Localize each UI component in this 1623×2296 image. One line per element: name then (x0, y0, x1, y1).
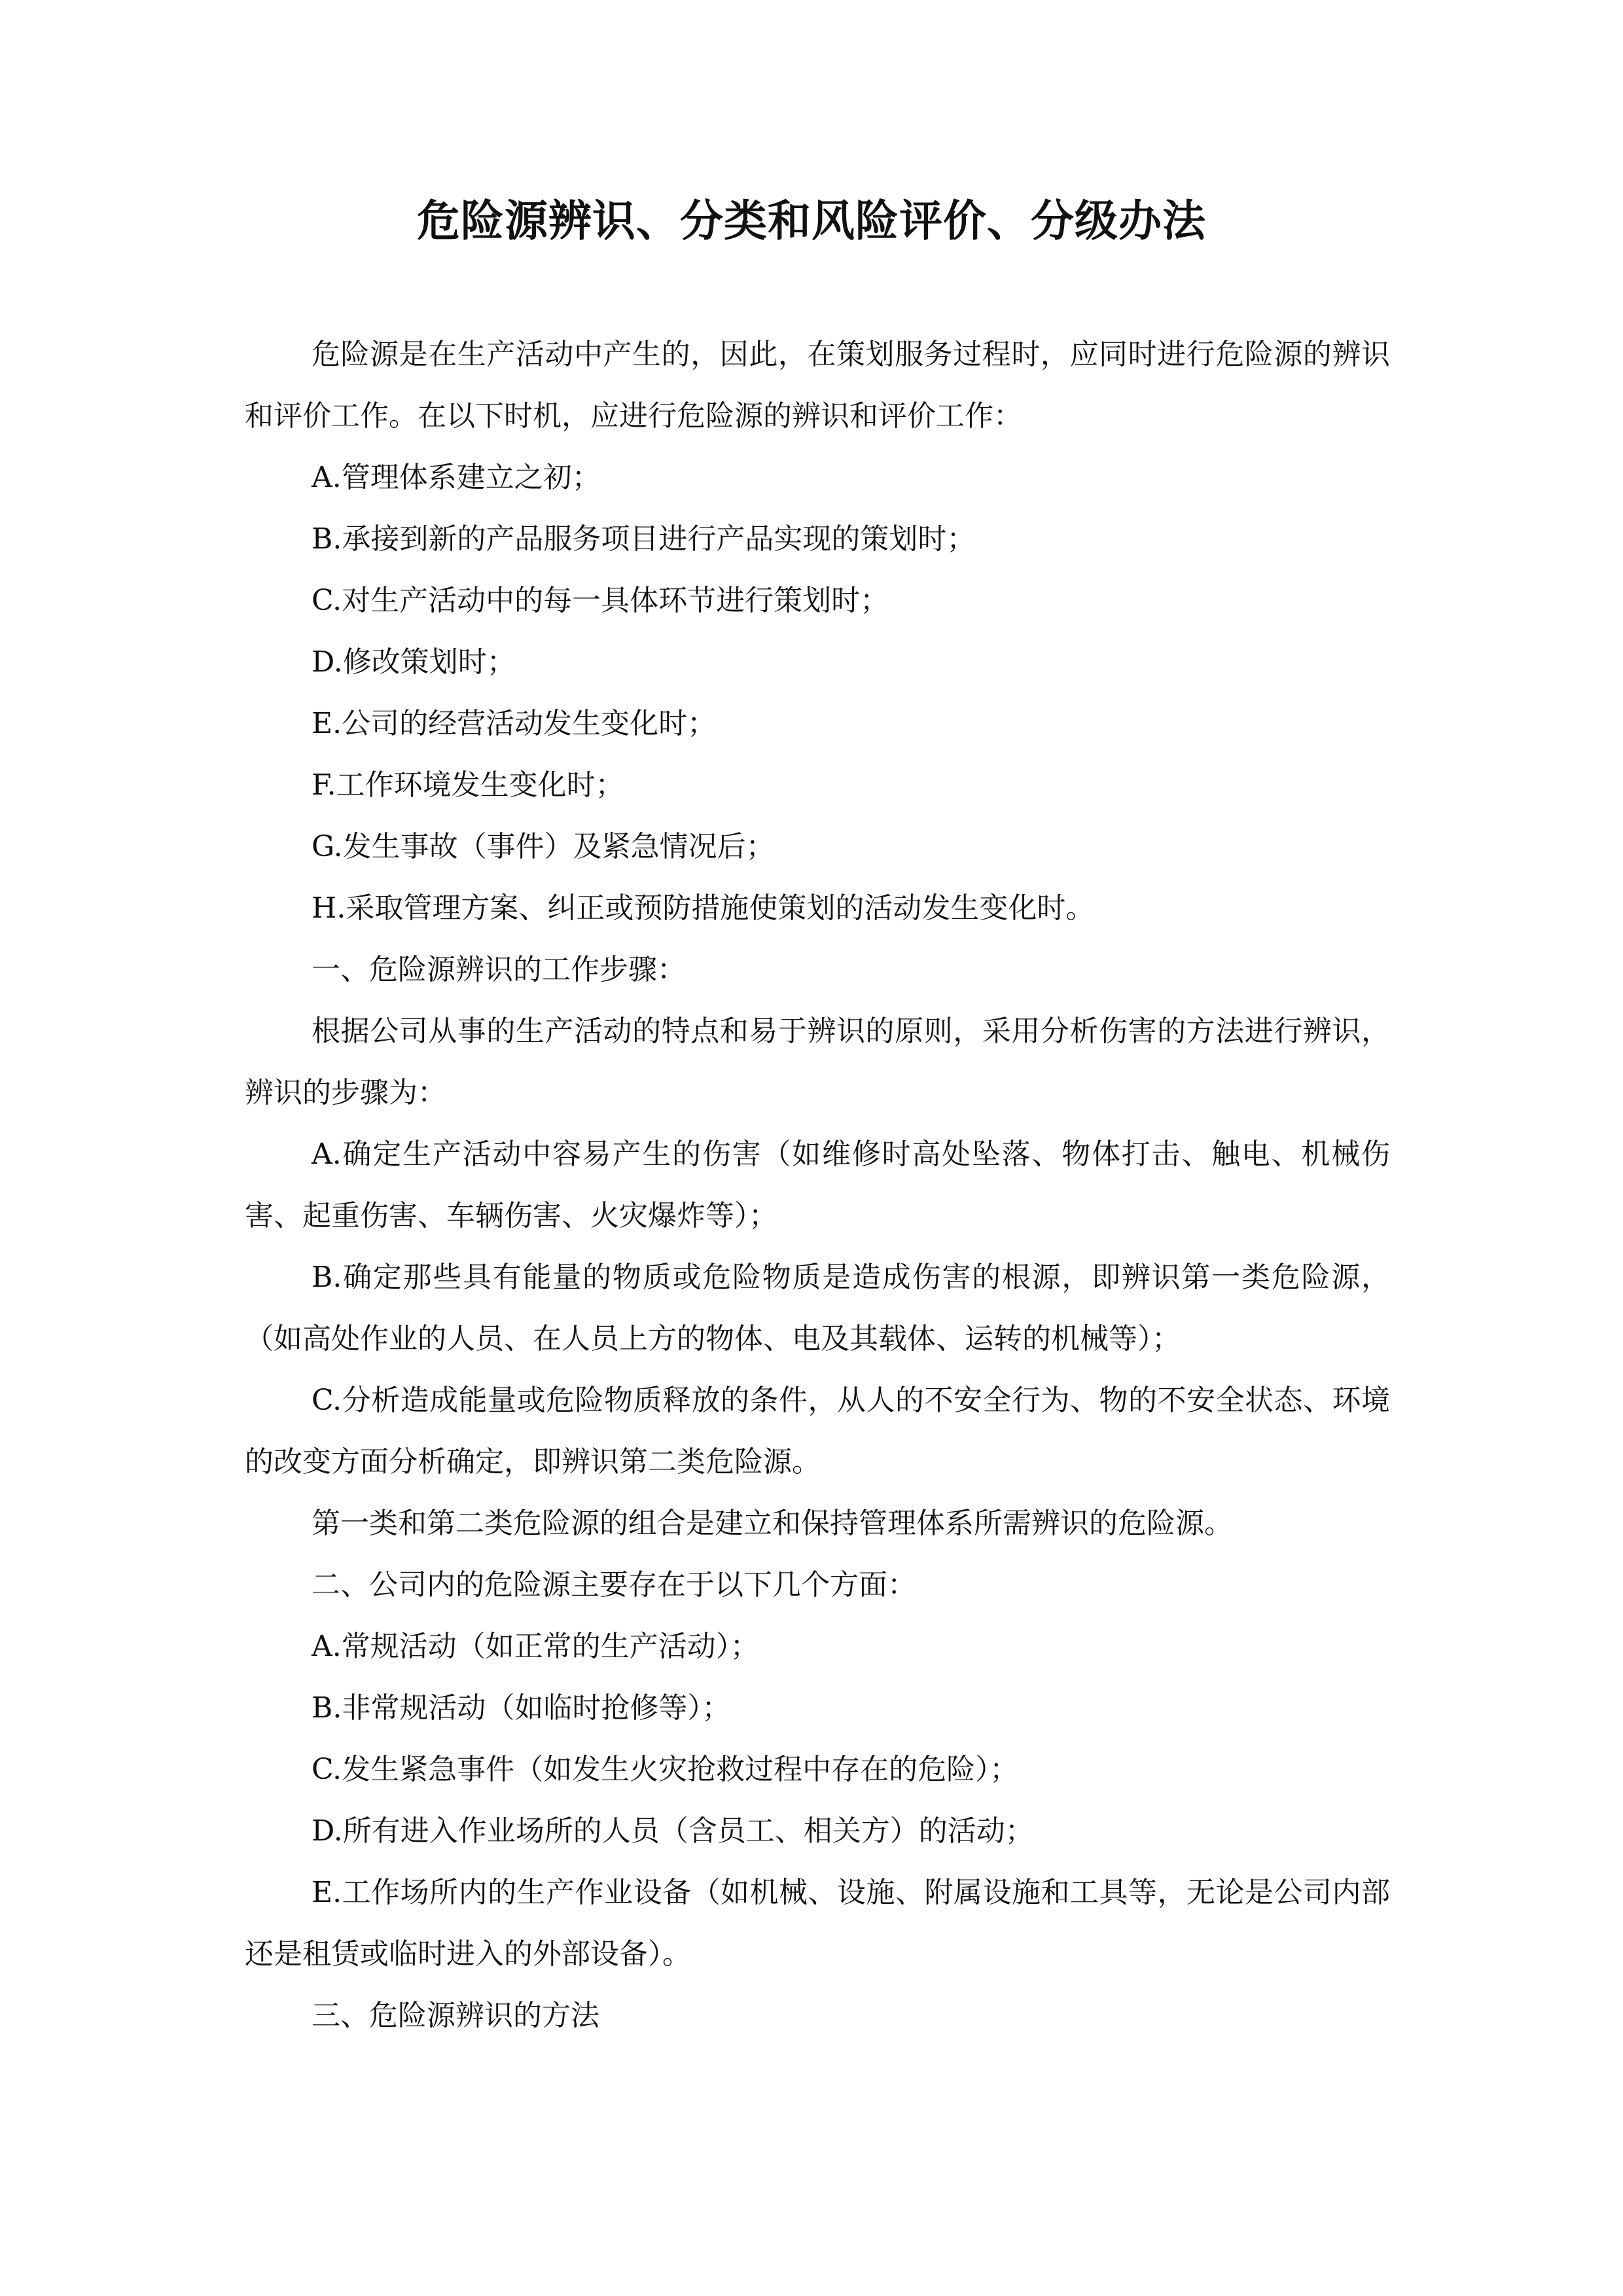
list-item-e: E.公司的经营活动发生变化时； (312, 707, 717, 740)
list-item-d: D.修改策划时； (312, 645, 516, 679)
section-heading-3: 三、危险源辨识的方法 (312, 1999, 599, 2032)
step-a: A.确定生产活动中容易产生的伤害（如维修时高处坠落、物体打击、触电、机械伤害、起重伤害、车辆伤害、火灾爆炸等）； (245, 1138, 1390, 1232)
list-item-b: B.承接到新的产品服务项目进行产品实现的策划时； (312, 522, 976, 556)
section-heading-1: 一、危险源辨识的工作步骤： (312, 953, 686, 986)
list-item-h: H.采取管理方案、纠正或预防措施使策划的活动发生变化时。 (312, 891, 1095, 925)
paragraph-intro: 危险源是在生产活动中产生的，因此，在策划服务过程时，应同时进行危险源的辨识和评价工作。在以下时机，应进行危险源的辨识和评价工作： (245, 338, 1390, 433)
document-title: 危险源辨识、分类和风险评价、分级办法 (417, 196, 1206, 246)
paragraph-combination: 第一类和第二类危险源的组合是建立和保持管理体系所需辨识的危险源。 (312, 1507, 1233, 1540)
aspect-d: D.所有进入作业场所的人员（含员工、相关方）的活动； (312, 1814, 1034, 1848)
paragraph-method: 根据公司从事的生产活动的特点和易于辨识的原则，采用分析伤害的方法进行辨识，辨识的步骤为： (245, 1014, 1390, 1109)
list-item-a: A.管理体系建立之初； (312, 461, 601, 494)
list-item-g: G.发生事故（事件）及紧急情况后； (312, 830, 775, 863)
step-c: C.分析造成能量或危险物质释放的条件，从人的不安全行为、物的不安全状态、环境的改变方面分析确定，即辨识第二类危险源。 (245, 1384, 1390, 1479)
step-b: B.确定那些具有能量的物质或危险物质是造成伤害的根源，即辨识第一类危险源，（如高处作业的人员、在人员上方的物体、电及其载体、运转的机械等）； (245, 1261, 1390, 1355)
aspect-a: A.常规活动（如正常的生产活动）； (312, 1630, 759, 1663)
section-heading-2: 二、公司内的危险源主要存在于以下几个方面： (312, 1568, 916, 1602)
aspect-e: E.工作场所内的生产作业设备（如机械、设施、附属设施和工具等，无论是公司内部还是租赁或临时进入的外部设备）。 (245, 1876, 1390, 1971)
document-body (245, 324, 1390, 2047)
aspect-c: C.发生紧急事件（如发生火灾抢救过程中存在的危险）； (312, 1753, 1019, 1786)
list-item-f: F.工作环境发生变化时； (312, 768, 624, 802)
aspect-b: B.非常规活动（如临时抢修等）； (312, 1691, 731, 1725)
list-item-c: C.对生产活动中的每一具体环节进行策划时； (312, 584, 889, 617)
